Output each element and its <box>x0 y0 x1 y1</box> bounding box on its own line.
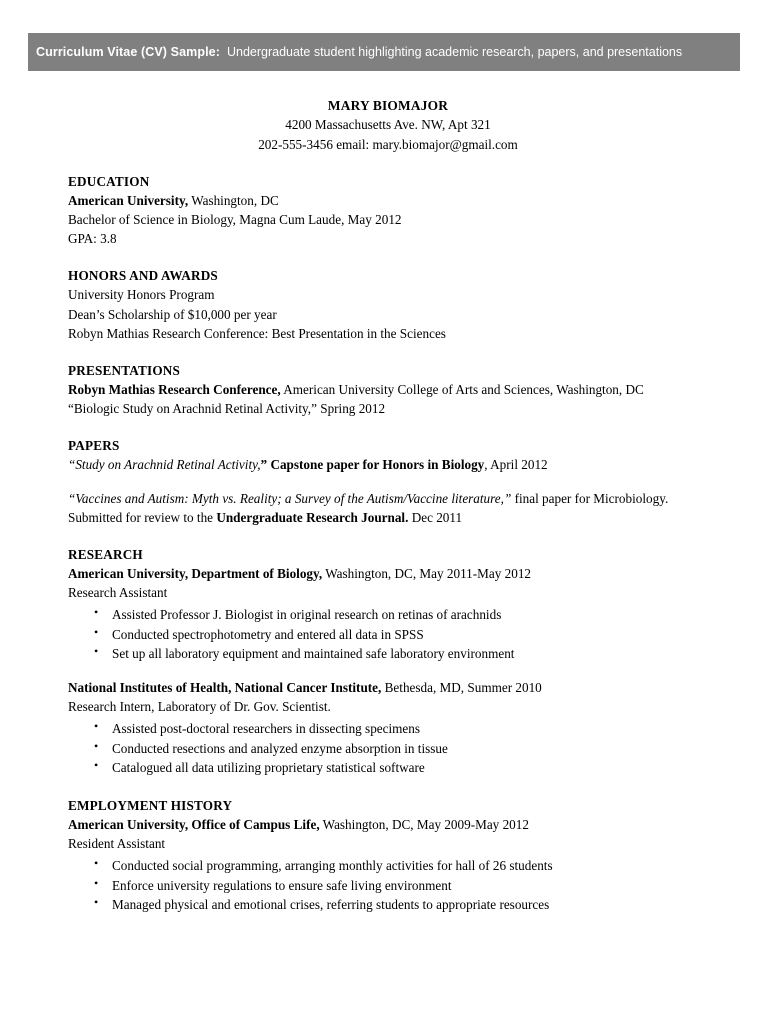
banner-description: Undergraduate student highlighting academic research, papers, and presentations <box>226 45 683 59</box>
education-degree: Bachelor of Science in Biology, Magna Cum Laude, May 2012 <box>68 212 402 227</box>
section-title-papers: PAPERS <box>68 438 120 454</box>
presentation-talk: “Biologic Study on Arachnid Retinal Activity,” Spring 2012 <box>68 401 386 417</box>
employment-bullet-list <box>68 856 708 915</box>
employment-role: Resident Assistant <box>68 836 166 851</box>
research-employer-detail: Bethesda, MD, Summer 2010 <box>381 679 542 695</box>
list-item: • Managed physical and emotional crises, referring students to appropriate resources <box>68 895 708 915</box>
paper-date: , April 2012 <box>484 457 548 473</box>
research-role: Research Intern, Laboratory of Dr. Gov. Scientist. <box>68 698 331 714</box>
employment-employer-name: American University, Office of Campus Life, <box>68 816 320 832</box>
education-school <box>68 191 708 210</box>
research-employer <box>68 564 708 583</box>
resume-body <box>68 96 708 915</box>
paper-entry <box>68 455 708 474</box>
list-item: • Assisted post-doctoral researchers in dissecting specimens <box>68 719 708 739</box>
list-item: • Conducted social programming, arranging monthly activities for hall of 26 students <box>68 856 708 876</box>
research-bullet-list <box>68 605 708 664</box>
list-item: • Conducted spectrophotometry and entered all data in SPSS <box>68 625 708 645</box>
honors-item: Dean’s Scholarship of $10,000 per year <box>68 306 277 322</box>
employment-employer <box>68 815 708 834</box>
paper-journal: Undergraduate Research Journal. <box>216 509 409 525</box>
research-employer-name: National Institutes of Health, National Cancer Institute, <box>68 679 382 695</box>
employment-employer-detail: Washington, DC, May 2009-May 2012 <box>319 816 529 832</box>
list-item: • Set up all laboratory equipment and maintained safe laboratory environment <box>68 644 708 664</box>
section-title-education: EDUCATION <box>68 173 150 189</box>
candidate-contact: 202-555-3456 email: mary.biomajor@gmail.com <box>258 136 518 152</box>
paper-entry <box>68 489 708 527</box>
section-title-presentations: PRESENTATIONS <box>68 362 181 378</box>
education-school-location: Washington, DC <box>188 192 279 208</box>
presentation-conference-detail: American University College of Arts and Sciences, Washington, DC <box>280 381 644 397</box>
list-item: • Enforce university regulations to ensure safe living environment <box>68 876 708 896</box>
education-gpa: GPA: 3.8 <box>68 231 117 247</box>
section-title-research: RESEARCH <box>68 546 143 562</box>
list-item: • Catalogued all data utilizing proprietary statistical software <box>68 758 708 778</box>
honors-item: University Honors Program <box>68 287 215 303</box>
presentation-conference <box>68 380 708 399</box>
banner-label: Curriculum Vitae (CV) Sample: <box>36 45 220 59</box>
paper-context: final paper for Microbiology. Submitted for review to the <box>68 490 669 525</box>
list-item: • Assisted Professor J. Biologist in original research on retinas of arachnids <box>68 605 708 625</box>
candidate-name: MARY BIOMAJOR <box>327 98 449 113</box>
document-banner <box>28 33 740 71</box>
candidate-address: 4200 Massachusetts Ave. NW, Apt 321 <box>285 117 491 133</box>
research-bullet-list <box>68 719 708 778</box>
paper-title: “Vaccines and Autism: Myth vs. Reality; a Survey of the Autism/Vaccine literature,” <box>68 490 512 506</box>
honors-item: Robyn Mathias Research Conference: Best Presentation in the Sciences <box>68 325 446 341</box>
research-role: Research Assistant <box>68 585 168 601</box>
section-title-employment: EMPLOYMENT HISTORY <box>68 797 233 813</box>
paper-date: Dec 2011 <box>408 509 463 525</box>
research-employer-detail: Washington, DC, May 2011-May 2012 <box>322 565 532 581</box>
presentation-conference-name: Robyn Mathias Research Conference, <box>68 381 281 397</box>
section-title-honors: HONORS AND AWARDS <box>68 268 218 284</box>
research-employer <box>68 678 708 697</box>
paper-context: ” Capstone paper for Honors in Biology <box>260 457 485 473</box>
list-item: • Conducted resections and analyzed enzyme absorption in tissue <box>68 739 708 759</box>
paper-title: “Study on Arachnid Retinal Activity, <box>68 457 261 473</box>
education-school-name: American University, <box>68 192 189 208</box>
research-employer-name: American University, Department of Biology, <box>68 565 323 581</box>
